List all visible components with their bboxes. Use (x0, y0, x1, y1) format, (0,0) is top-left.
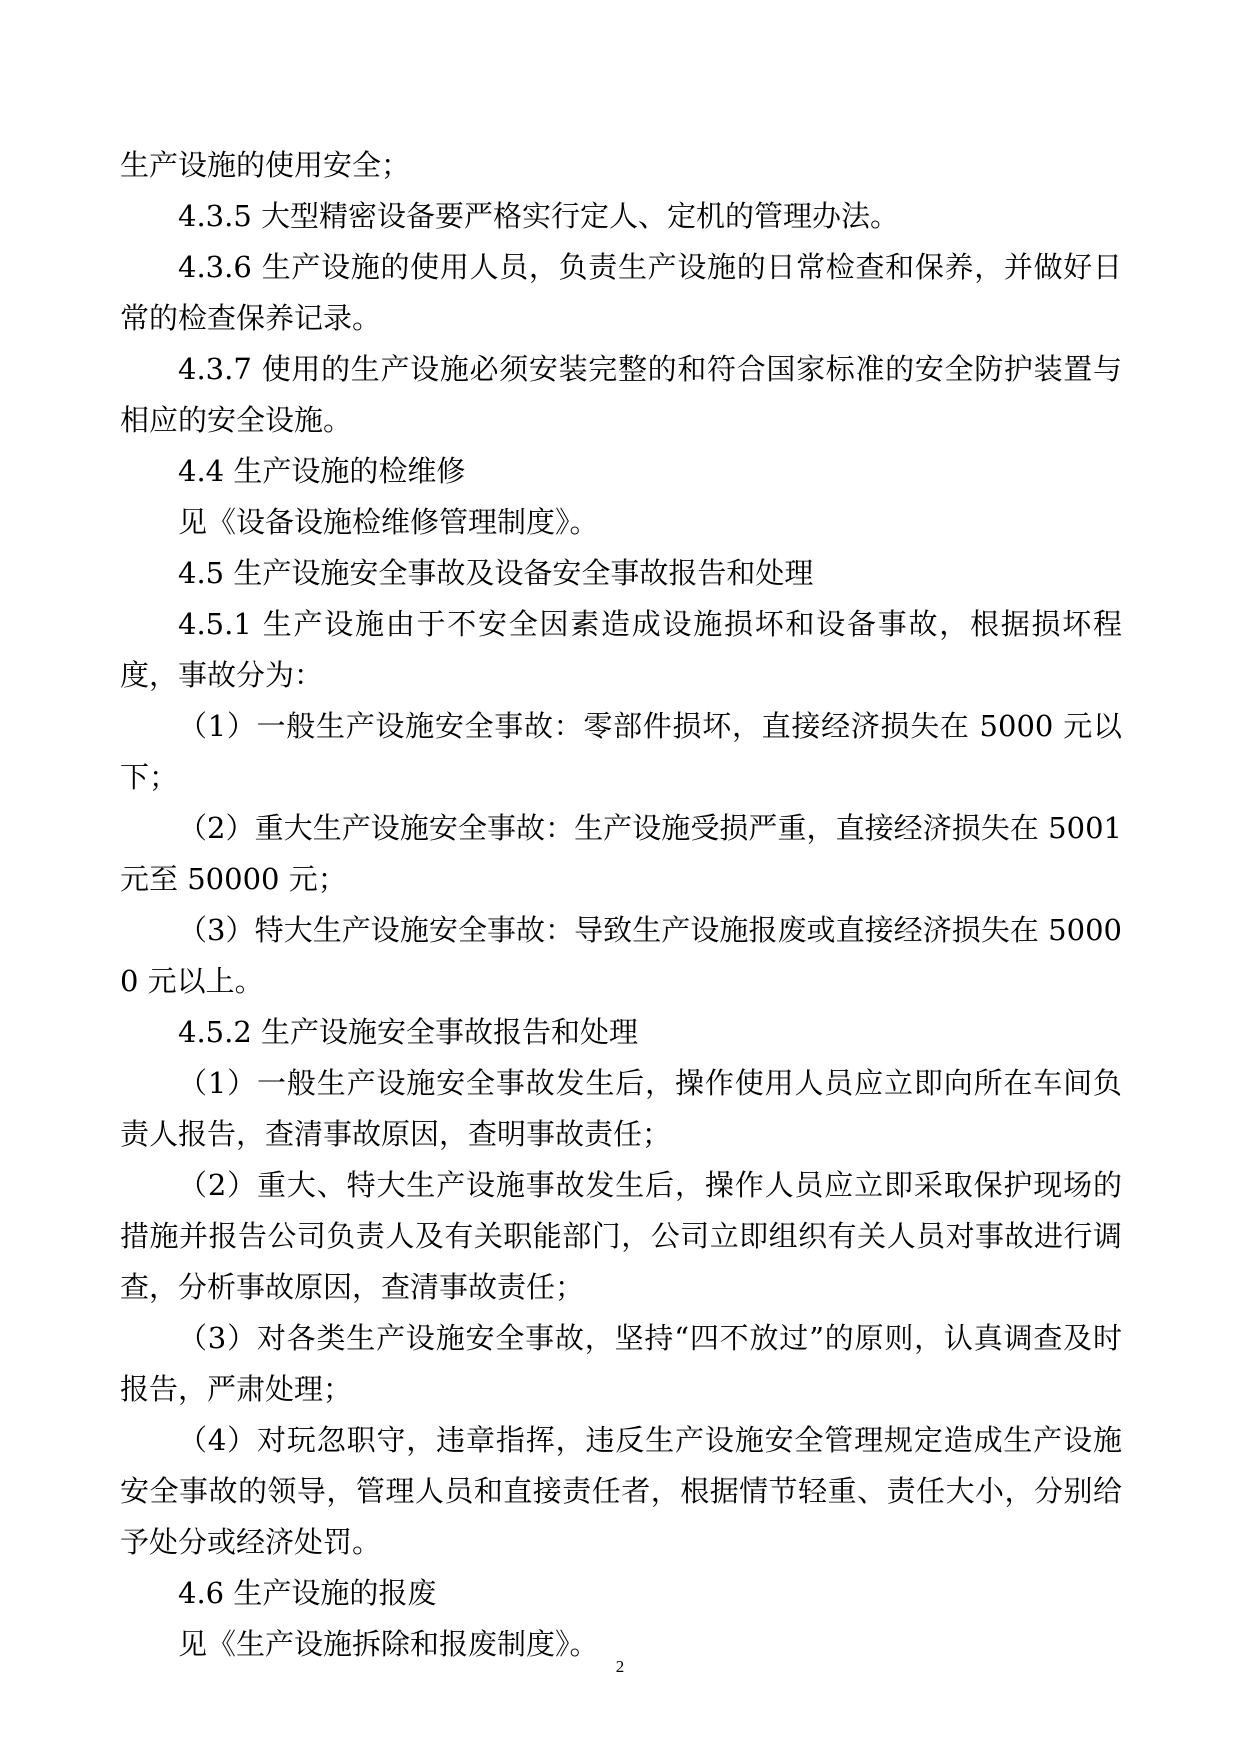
list-item-4: （1）一般生产设施安全事故发生后，操作使用人员应立即向所在车间负责人报告，查清事故原因，查明事故责任； (120, 1066, 1122, 1151)
paragraph-4: 4.3.7 使用的生产设施必须安装完整的和符合国家标准的安全防护装置与相应的安全设施。 (120, 352, 1122, 437)
list-item-5: （2）重大、特大生产设施事故发生后，操作人员应立即采取保护现场的措施并报告公司负责人及有关职能部门，公司立即组织有关人员对事故进行调查，分析事故原因，查清事故责任； (120, 1168, 1122, 1304)
paragraph-6: 见《设备设施检维修管理制度》。 (178, 505, 599, 539)
paragraph-3: 4.3.6 生产设施的使用人员，负责生产设施的日常检查和保养，并做好日常的检查保养记录。 (120, 250, 1122, 335)
paragraph-1: 生产设施的使用安全； (120, 148, 411, 182)
section-heading-4-6: 4.6 生产设施的报废 (178, 1576, 437, 1610)
section-heading-4-4: 4.4 生产设施的检维修 (178, 454, 466, 488)
section-heading-4-5-2: 4.5.2 生产设施安全事故报告和处理 (178, 1015, 639, 1049)
paragraph-18: 见《生产设施拆除和报废制度》。 (178, 1627, 599, 1661)
document-body (120, 140, 1122, 1670)
list-item-3: （3）特大生产设施安全事故：导致生产设施报废或直接经济损失在 50000 元以上。 (120, 913, 1122, 998)
list-item-7: （4）对玩忽职守，违章指挥，违反生产设施安全管理规定造成生产设施安全事故的领导，管理人员和直接责任者，根据情节轻重、责任大小，分别给予处分或经济处罚。 (120, 1423, 1122, 1559)
section-heading-4-5: 4.5 生产设施安全事故及设备安全事故报告和处理 (178, 556, 814, 590)
page-number: 2 (615, 1657, 625, 1676)
paragraph-8: 4.5.1 生产设施由于不安全因素造成设施损坏和设备事故，根据损坏程度，事故分为： (120, 607, 1122, 692)
list-item-6: （3）对各类生产设施安全事故，坚持“四不放过”的原则，认真调查及时报告，严肃处理； (120, 1321, 1122, 1406)
list-item-2: （2）重大生产设施安全事故：生产设施受损严重，直接经济损失在 5001 元至 50000 元； (120, 811, 1122, 896)
list-item-1: （1）一般生产设施安全事故：零部件损坏，直接经济损失在 5000 元以下； (120, 709, 1122, 794)
paragraph-2: 4.3.5 大型精密设备要严格实行定人、定机的管理办法。 (178, 199, 900, 233)
